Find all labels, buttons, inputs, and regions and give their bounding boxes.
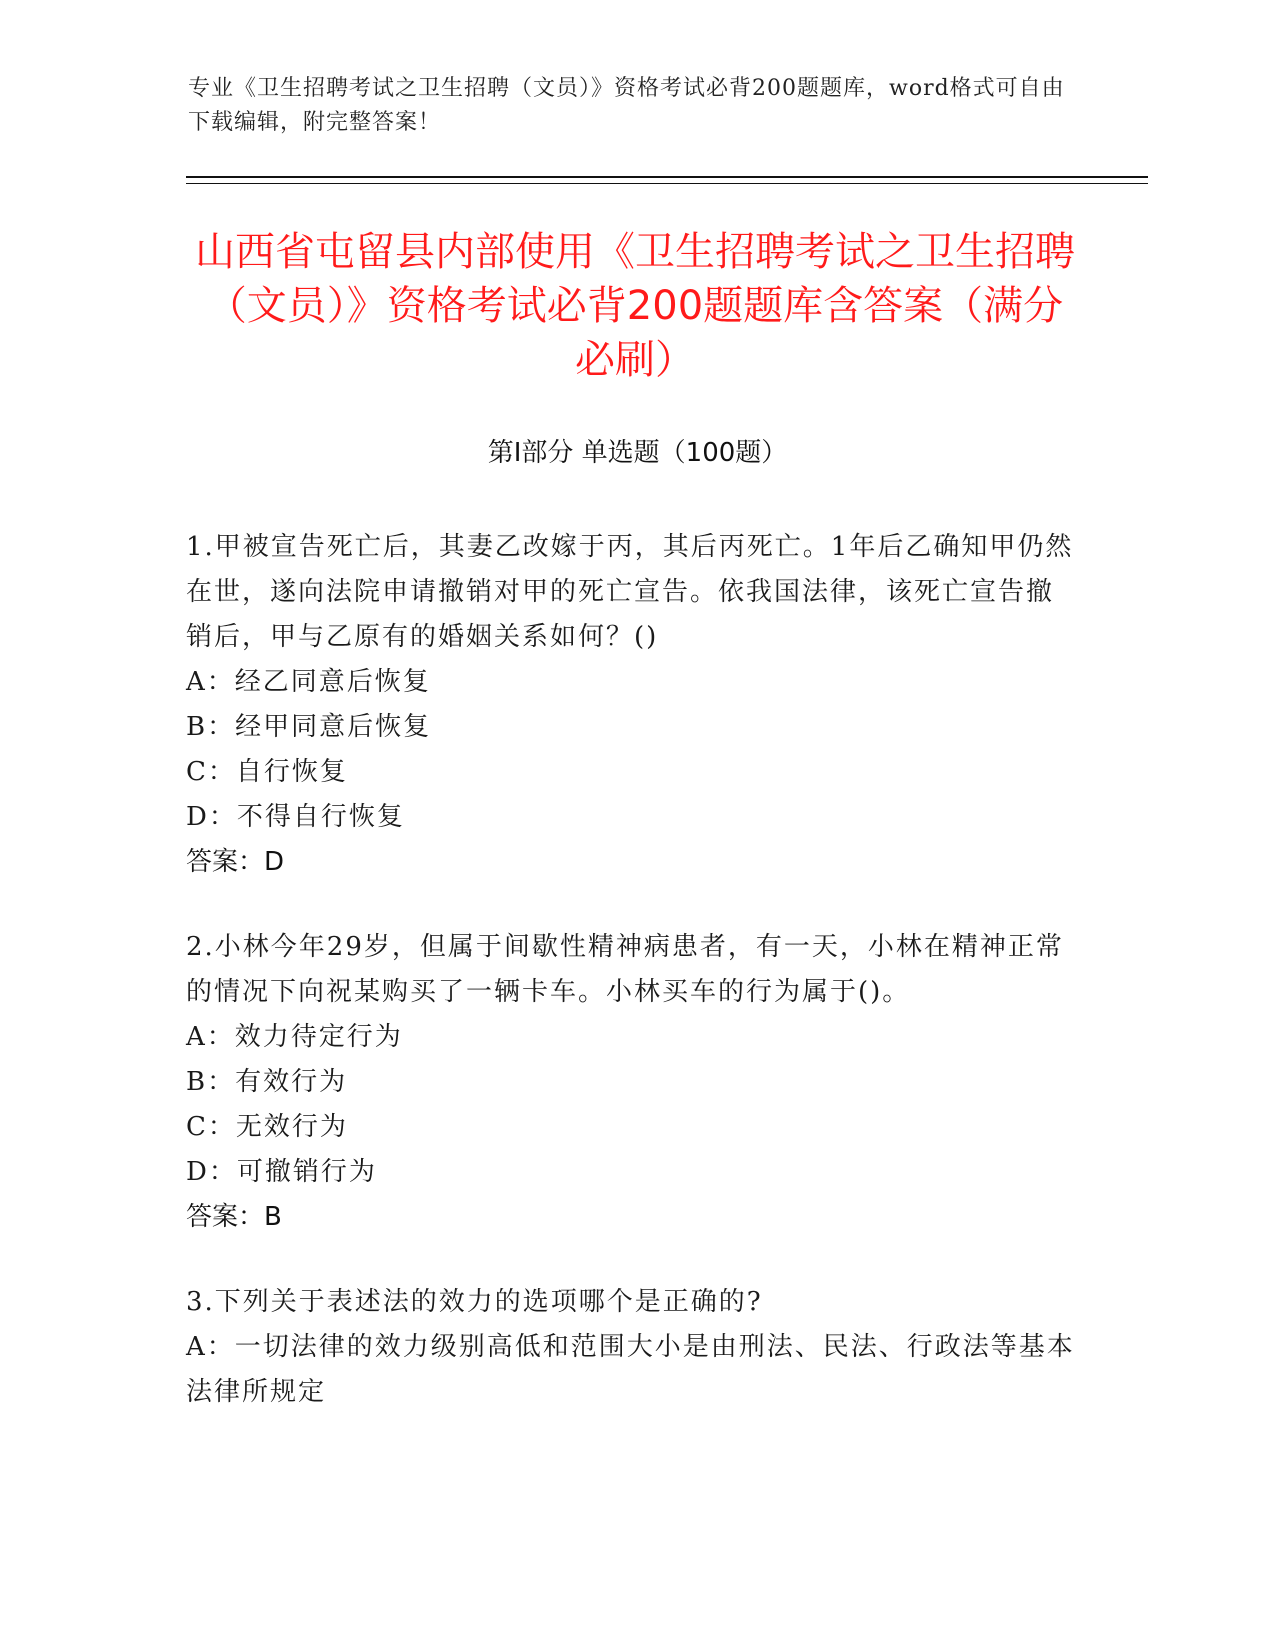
question-stem: 1.甲被宣告死亡后，其妻乙改嫁于丙，其后丙死亡。1年后乙确知甲仍然在世，遂向法院申请撤销对甲的死亡宣告。依我国法律，该死亡宣告撤销后，甲与乙原有的婚姻关系如何？() (186, 532, 1074, 652)
option-d: D：不得自行恢复 (186, 802, 405, 832)
option-a: A：一切法律的效力级别高低和范围大小是由刑法、民法、行政法等基本法律所规定 (186, 1332, 1075, 1407)
option-a: A：效力待定行为 (186, 1022, 403, 1052)
option-c: C：自行恢复 (186, 757, 348, 787)
answer-line: 答案：B (186, 1202, 282, 1232)
header-note: 专业《卫生招聘考试之卫生招聘（文员）》资格考试必背200题题库，word格式可自由下载编辑，附完整答案！ (188, 76, 1065, 135)
option-a: A：经乙同意后恢复 (186, 667, 431, 697)
question-3 (186, 1280, 1076, 1415)
question-2 (186, 925, 1076, 1240)
option-b: B：经甲同意后恢复 (186, 712, 432, 742)
document-title: 山西省屯留县内部使用《卫生招聘考试之卫生招聘（文员）》资格考试必背200题题库含答案（满分必刷） (195, 229, 1075, 383)
section-heading: 第I部分 单选题（100题） (487, 438, 788, 468)
option-d: D：可撤销行为 (186, 1157, 377, 1187)
question-list (186, 525, 1076, 1455)
question-1 (186, 525, 1076, 885)
option-b: B：有效行为 (186, 1067, 348, 1097)
header-divider-thin (186, 183, 1148, 184)
header-divider-thick (186, 176, 1148, 178)
option-c: C：无效行为 (186, 1112, 348, 1142)
question-stem: 2.小林今年29岁，但属于间歇性精神病患者，有一天，小林在精神正常的情况下向祝某购买了一辆卡车。小林买车的行为属于()。 (186, 932, 1064, 1007)
answer-line: 答案：D (186, 847, 285, 877)
question-stem: 3.下列关于表述法的效力的选项哪个是正确的? (186, 1287, 763, 1317)
